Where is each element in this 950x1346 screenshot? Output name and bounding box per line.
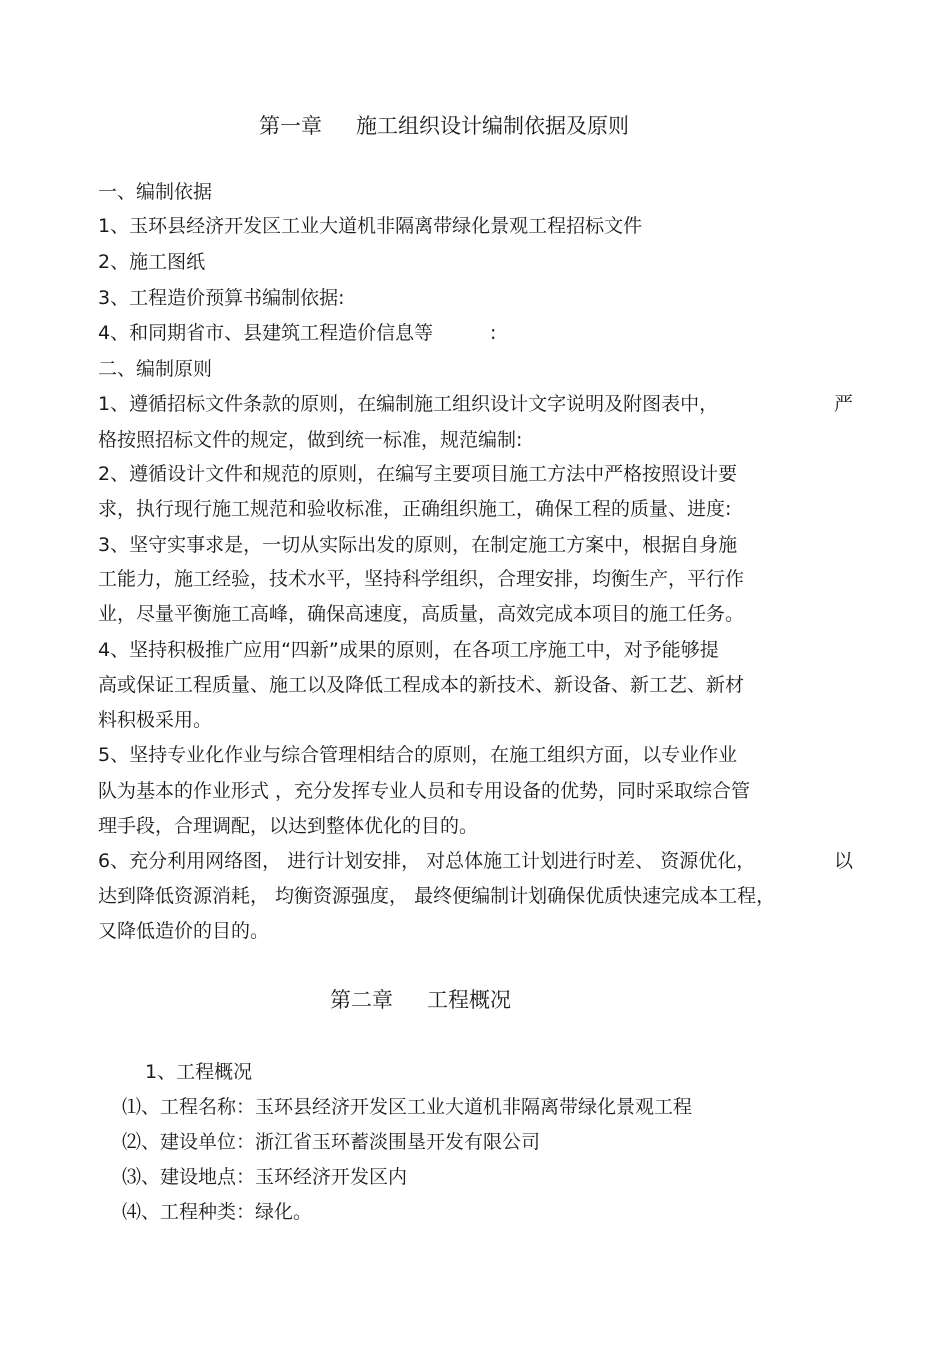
principle-2-line-2: 求，执行现行施工规范和验收标准，正确组织施工，确保工程的质量、进度: [98,498,732,520]
principle-3-line-3: 业，尽量平衡施工高峰，确保高速度，高质量，高效完成本项目的施工任务。 [98,603,745,625]
principle-4-line-3: 料积极采用。 [98,709,213,731]
basis-item-4: 4、和同期省市、县建筑工程造价信息等 [98,322,434,344]
basis-item-2: 2、施工图纸 [98,251,206,273]
overview-item-1: ⑴、工程名称：玉环县经济开发区工业大道机非隔离带绿化景观工程 [122,1096,693,1118]
principle-3-line-2: 工能力，施工经验，技术水平，坚持科学组织，合理安排，均衡生产，平行作 [98,568,745,590]
principle-4-line-2: 高或保证工程质量、施工以及降低工程成本的新技术、新设备、新工艺、新材 [98,674,745,696]
overview-heading: 1、工程概况 [145,1061,253,1083]
basis-item-1: 1、玉环县经济开发区工业大道机非隔离带绿化景观工程招标文件 [98,215,643,237]
principle-6-line-1-end: 以 [834,850,854,872]
principle-6-line-2: 达到降低资源消耗， 均衡资源强度， 最终便编制计划确保优质快速完成本工程， [98,885,776,907]
overview-item-2: ⑵、建设单位：浙江省玉环蓄淡围垦开发有限公司 [122,1131,541,1153]
chapter-2-title: 工程概况 [427,988,511,1012]
principle-1-line-1: 1、遵循招标文件条款的原则，在编制施工组织设计文字说明及附图表中， [98,393,719,415]
overview-item-3: ⑶、建设地点：玉环经济开发区内 [122,1166,408,1188]
principle-1-line-2: 格按照招标文件的规定，做到统一标准，规范编制: [98,429,523,451]
principle-6-line-3: 又降低造价的目的。 [98,920,270,942]
basis-item-3: 3、工程造价预算书编制依据: [98,287,345,309]
principle-2-line-1: 2、遵循设计文件和规范的原则，在编写主要项目施工方法中严格按照设计要 [98,463,738,485]
principle-5-line-1: 5、坚持专业化作业与综合管理相结合的原则，在施工组织方面，以专业作业 [98,744,738,766]
section-2-heading: 二、编制原则 [98,358,213,380]
principle-3-line-1: 3、坚守实事求是，一切从实际出发的原则，在制定施工方案中，根据自身施 [98,534,738,556]
chapter-2-number: 第二章 [330,988,393,1012]
principle-1-line-1-end: 严 [834,393,854,415]
chapter-1-number: 第一章 [259,114,322,138]
chapter-2-heading [330,987,511,1013]
principle-6-line-1: 6、充分利用网络图， 进行计划安排， 对总体施工计划进行时差、 资源优化， [98,850,756,872]
section-1-heading: 一、编制依据 [98,181,213,203]
principle-5-line-3: 理手段，合理调配，以达到整体优化的目的。 [98,815,479,837]
principle-4-line-1: 4、坚持积极推广应用“四新”成果的原则，在各项工序施工中，对予能够提 [98,639,719,661]
chapter-1-heading [259,113,629,139]
overview-item-4: ⑷、工程种类：绿化。 [122,1201,313,1223]
principle-5-line-2: 队为基本的作业形式 ，充分发挥专业人员和专用设备的优势，同时采取综合管 [98,780,751,802]
chapter-1-title: 施工组织设计编制依据及原则 [356,114,629,138]
basis-item-4-colon: : [490,322,497,344]
